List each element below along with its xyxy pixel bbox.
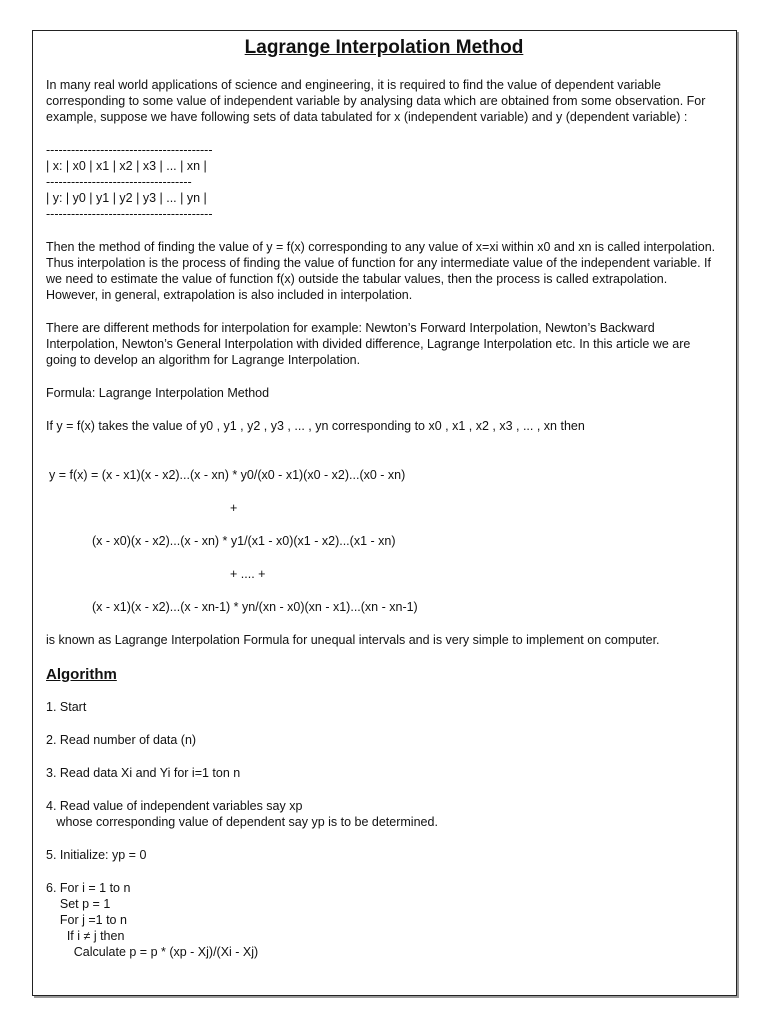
formula-line: (x - x1)(x - x2)...(x - xn-1) * yn/(xn - x0)(xn - x1)...(xn - xn-1)	[92, 600, 418, 614]
algorithm-step: 2. Read number of data (n)	[46, 733, 197, 747]
methods-paragraph: There are different methods for interpolation for example: Newton’s Forward Interpolation, Newton’s Backward Interpolation, Newton’s General Interpolation with divided difference, Lagrange Interpolation etc. In this article we are going to develop an algorithm for Lagrange Interpolation.	[46, 321, 691, 367]
table-line: | y: | y0 | y1 | y2 | y3 | ... | yn |	[46, 191, 207, 205]
algorithm-step: 1. Start	[46, 700, 87, 714]
algorithm-step: 4. Read value of independent variables say xp whose corresponding value of dependent say yp is to be determined.	[46, 799, 438, 829]
formula-intro: If y = f(x) takes the value of y0 , y1 , y2 , y3 , ... , yn corresponding to x0 , x1 , x2 , x3 , ... , xn then	[46, 419, 585, 433]
formula-conclusion: is known as Lagrange Interpolation Formula for unequal intervals and is very simple to implement on computer.	[46, 633, 660, 647]
table-line: ----------------------------------------	[46, 143, 213, 157]
algorithm-step: 3. Read data Xi and Yi for i=1 ton n	[46, 766, 241, 780]
data-table	[46, 142, 722, 222]
table-line: ----------------------------------------	[46, 207, 213, 221]
interpolation-paragraph: Then the method of finding the value of y = f(x) corresponding to any value of x=xi within x0 and xn is called interpolation. Thus interpolation is the process of finding the value of function for any intermediate value of the independent variable. If we need to estimate the value of function f(x) outside the tabular values, then the process is called extrapolation. However, in general, extrapolation is also included in interpolation.	[46, 240, 716, 302]
document-body	[46, 36, 722, 960]
formula-block	[46, 467, 722, 615]
algorithm-step: 5. Initialize: yp = 0	[46, 848, 147, 862]
algorithm-heading: Algorithm	[46, 666, 117, 683]
table-line: | x: | x0 | x1 | x2 | x3 | ... | xn |	[46, 159, 207, 173]
formula-line: + .... +	[230, 567, 266, 581]
intro-paragraph: In many real world applications of science and engineering, it is required to find the value of dependent variable corresponding to some value of independent variable by analysing data which are obtained from some observation. For example, suppose we have following sets of data tabulated for x (independent variable) and y (dependent variable) :	[46, 78, 706, 124]
page-title: Lagrange Interpolation Method	[244, 37, 524, 58]
formula-label: Formula: Lagrange Interpolation Method	[46, 386, 270, 400]
algorithm-step: 6. For i = 1 to n Set p = 1 For j =1 to n If i ≠ j then Calculate p = p * (xp - Xj)/(Xi - Xj)	[46, 881, 259, 959]
table-line: -----------------------------------	[46, 175, 192, 189]
formula-line: y = f(x) = (x - x1)(x - x2)...(x - xn) * y0/(x0 - x1)(x0 - x2)...(x0 - xn)	[49, 468, 406, 482]
formula-line: +	[230, 501, 238, 515]
formula-line: (x - x0)(x - x2)...(x - xn) * y1/(x1 - x0)(x1 - x2)...(x1 - xn)	[92, 534, 396, 548]
